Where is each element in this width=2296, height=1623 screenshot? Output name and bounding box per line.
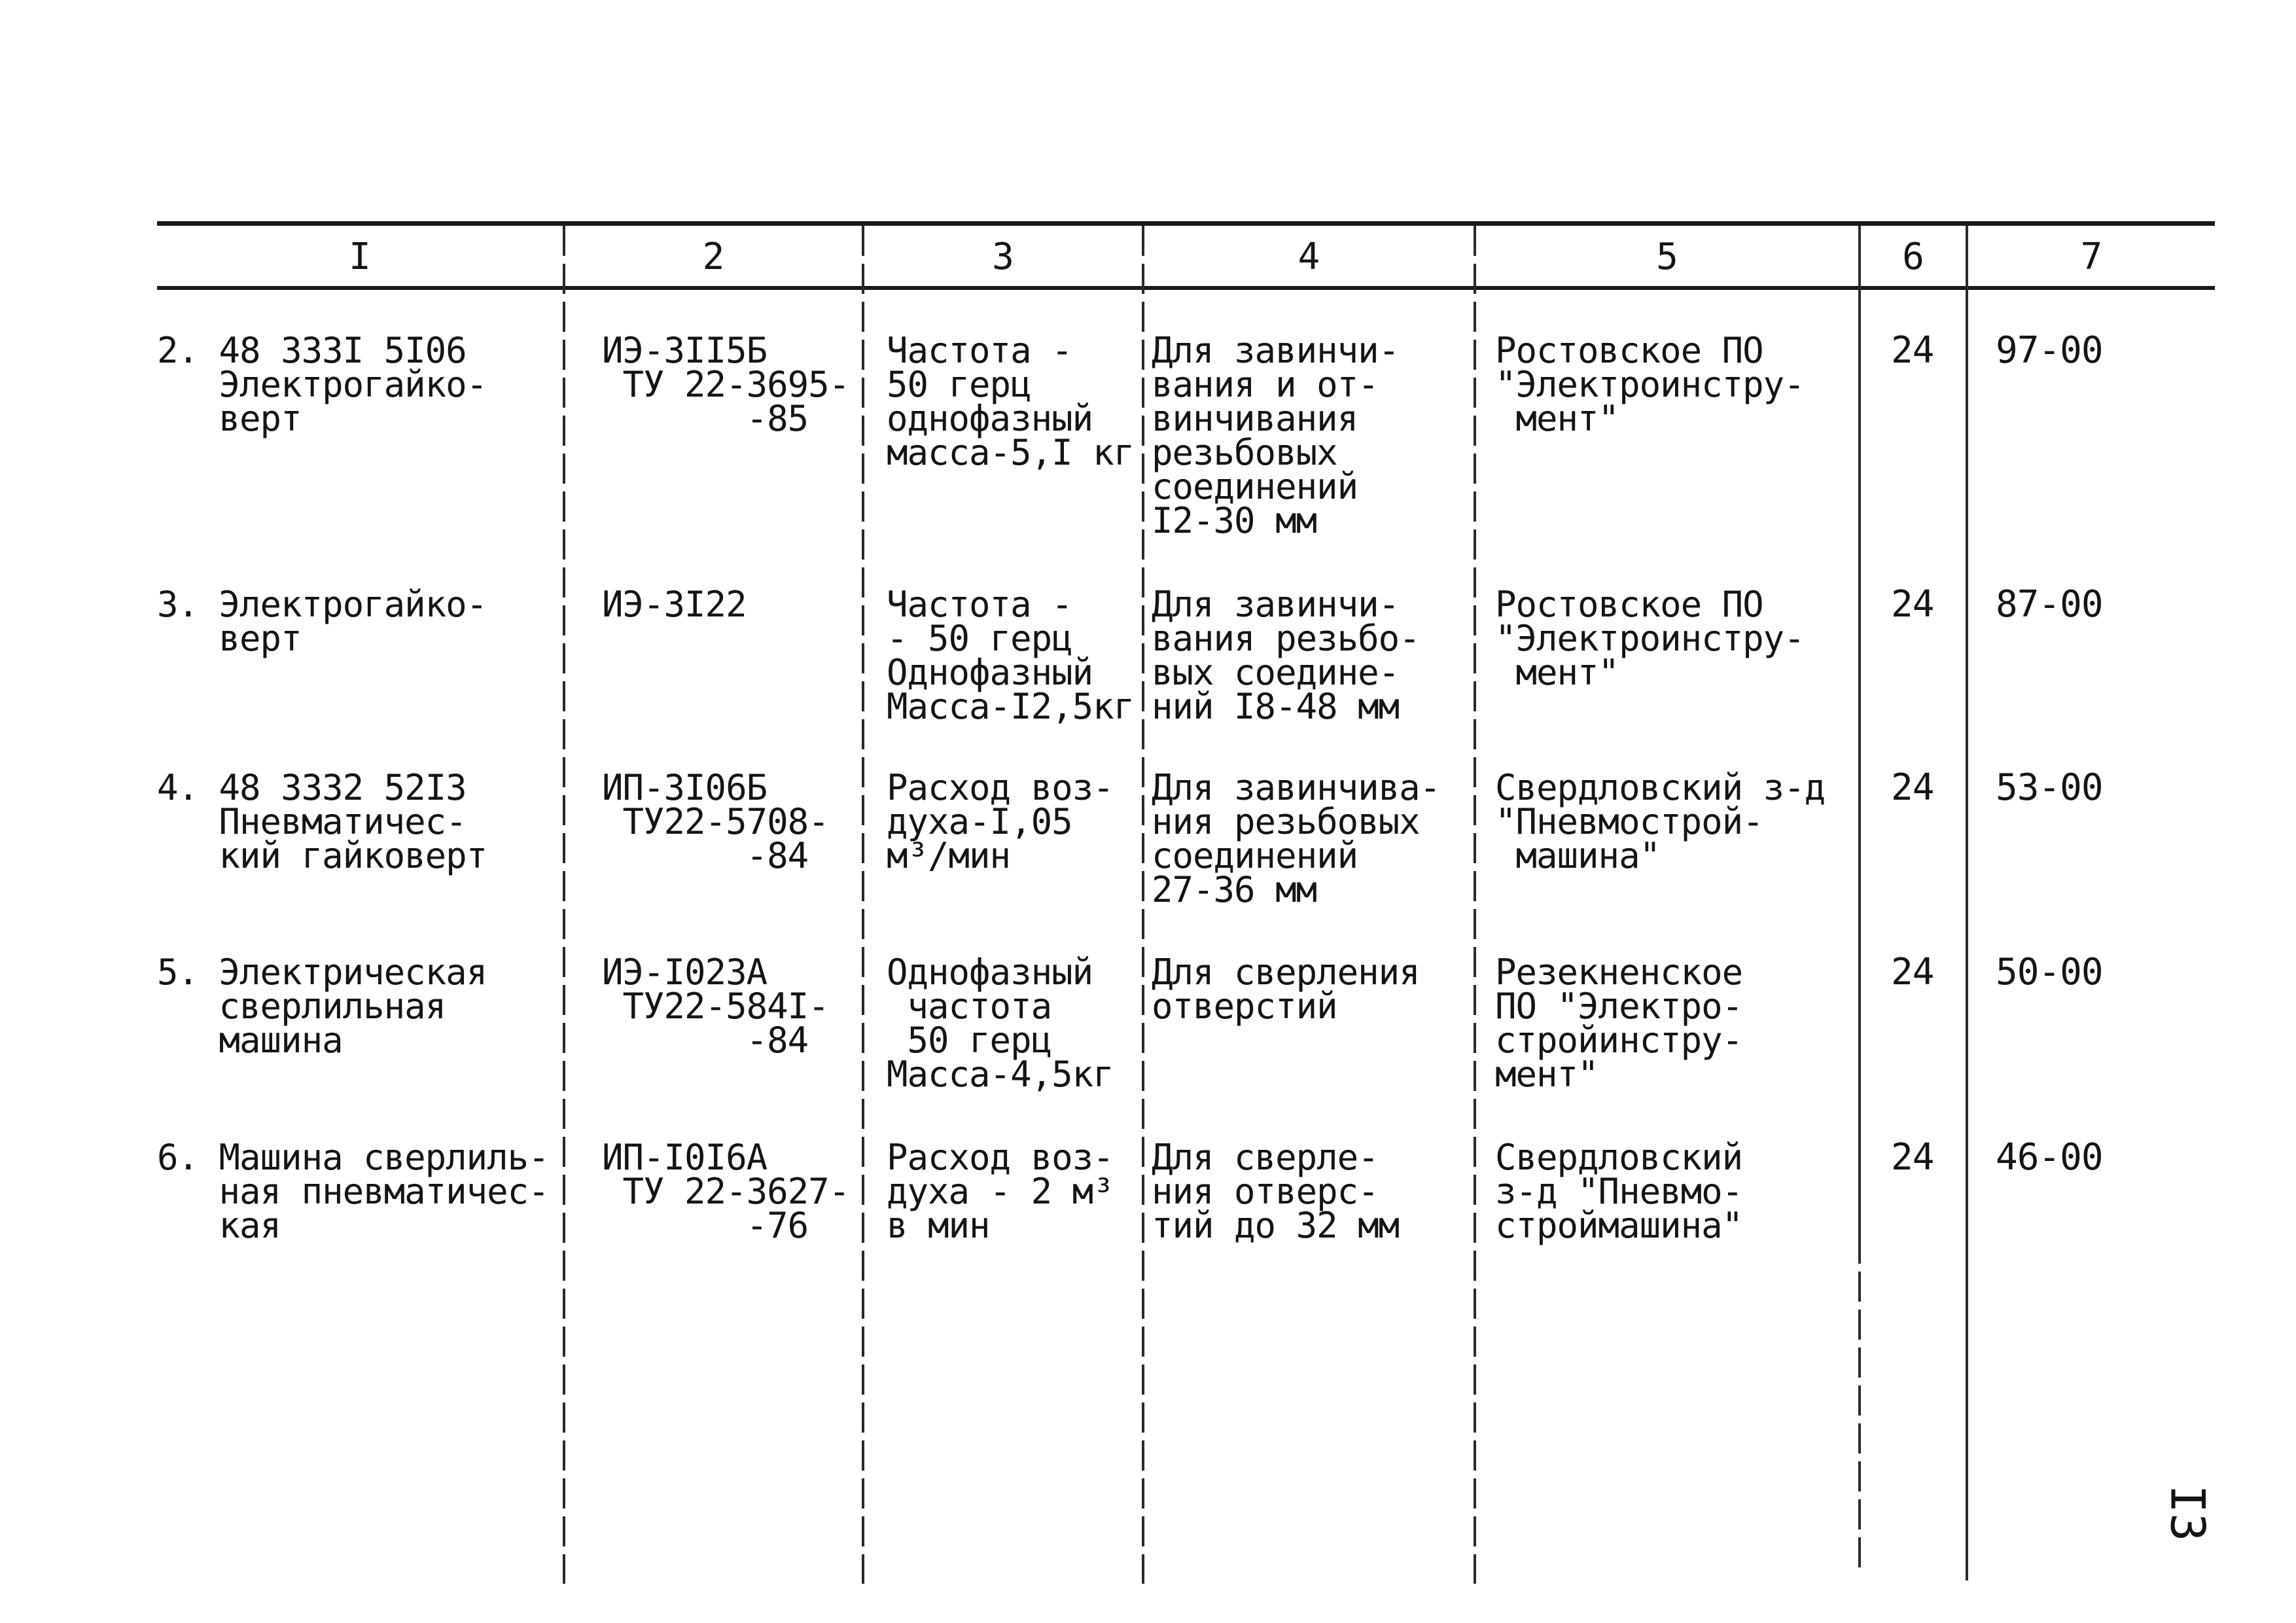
column-divider [1142,226,1144,1584]
item-name: 4. 48 3332 52I3 Пневматичес- кий гайковерт [157,767,487,876]
item-model: ИЭ-I023А ТУ22-584I- -84 [602,952,829,1061]
item-specs: Однофазный частота 50 герц Масса-4,5кг [887,952,1114,1095]
item-price: 87-00 [1996,583,2103,626]
item-specs: Расход воз- духа - 2 м³ в мин [887,1137,1114,1246]
item-specs: Частота - 50 герц однофазный масса-5,I кг [887,330,1135,473]
column-header: 6 [1902,235,1924,278]
item-price: 97-00 [1996,329,2103,372]
item-quantity: 24 [1891,1136,1934,1179]
item-manufacturer: Свердловский з-д "Пневмо- строймашина" [1495,1137,1743,1246]
column-divider [862,226,864,1584]
item-price: 50-00 [1996,951,2103,993]
item-quantity: 24 [1891,329,1934,372]
column-divider [1858,1234,1861,1574]
item-name: 3. Электрогайко- верт [157,584,487,659]
item-model: ИП-3I06Б ТУ22-5708- -84 [602,767,829,876]
column-header: 7 [2080,235,2103,278]
column-header: 5 [1656,235,1678,278]
item-model: ИЭ-3I22 [602,584,747,625]
column-divider [1474,226,1476,1584]
column-header: 3 [992,235,1014,278]
item-manufacturer: Резекненское ПО "Электро- стройинстру- мент" [1495,952,1743,1095]
column-divider [1858,226,1861,1234]
item-specs: Частота - - 50 герц Однофазный Масса-I2,5кг [887,584,1135,727]
item-model: ИП-I0I6А ТУ 22-3627- -76 [602,1137,850,1246]
item-model: ИЭ-3II5Б ТУ 22-3695- -85 [602,330,850,439]
item-name: 5. Электрическая сверлильная машина [157,952,487,1061]
item-purpose: Для завинчи- вания и от- винчивания резьбовых соединений I2-30 мм [1152,330,1400,541]
table-top-rule [157,221,2215,226]
column-header: I [349,235,371,278]
item-purpose: Для сверления отверстий [1152,952,1420,1027]
item-purpose: Для завинчива- ния резьбовых соединений 27-36 мм [1152,767,1441,910]
item-quantity: 24 [1891,766,1934,809]
item-specs: Расход воз- духа-I,05 м³/мин [887,767,1114,876]
item-manufacturer: Ростовское ПО "Электроинстру- мент" [1495,584,1805,693]
page-number: I3 [2160,1484,2216,1542]
item-price: 46-00 [1996,1136,2103,1179]
item-manufacturer: Ростовское ПО "Электроинстру- мент" [1495,330,1805,439]
item-manufacturer: Свердловский з-д "Пневмострой- машина" [1495,767,1826,876]
item-purpose: Для завинчи- вания резьбо- вых соедине- ний I8-48 мм [1152,584,1420,727]
item-name: 2. 48 333I 5I06 Электрогайко- верт [157,330,487,439]
column-header: 4 [1298,235,1320,278]
header-bottom-rule [157,286,2215,290]
item-quantity: 24 [1891,583,1934,626]
column-header: 2 [702,235,725,278]
item-price: 53-00 [1996,766,2103,809]
item-name: 6. Машина сверлиль- ная пневматичес- кая [157,1137,549,1246]
item-quantity: 24 [1891,951,1934,993]
column-divider [563,226,565,1584]
column-divider [1966,226,1968,1580]
item-purpose: Для сверле- ния отверс- тий до 32 мм [1152,1137,1400,1246]
